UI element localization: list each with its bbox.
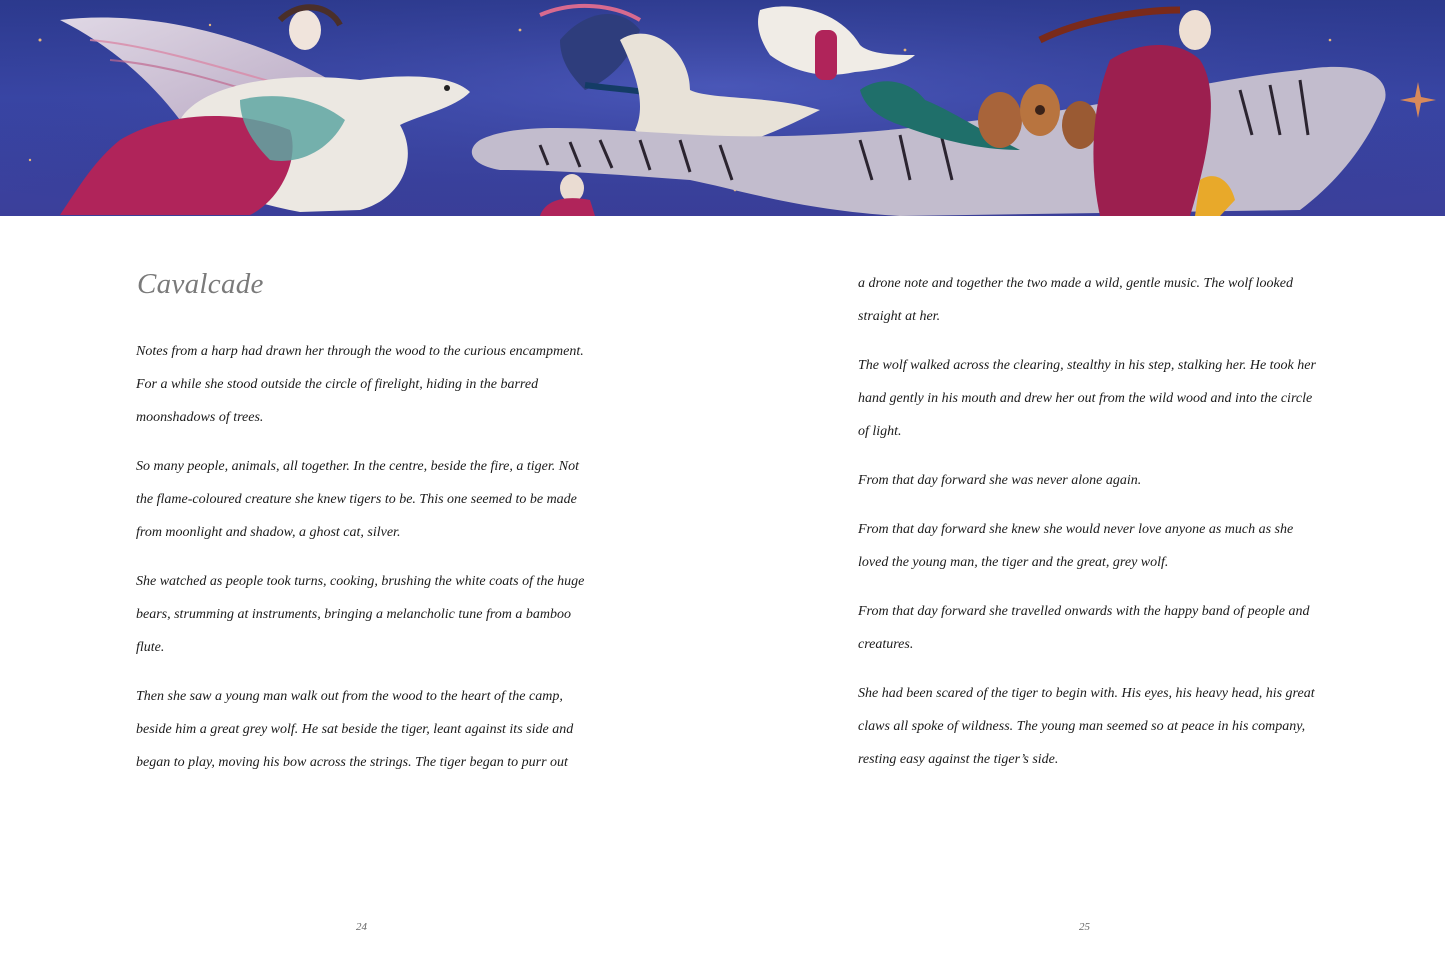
page-number-right: 25 bbox=[1079, 921, 1090, 933]
paragraph: So many people, animals, all together. In the centre, beside the fire, a tiger. Not the flame-coloured creature she knew tigers to be. This one seemed to be made from moonlight and shadow, a ghost cat, silver. bbox=[136, 459, 579, 540]
page-title: Cavalcade bbox=[137, 268, 264, 300]
paragraph: The wolf walked across the clearing, stealthy in his step, stalking her. He took her hand gently in his mouth and drew her out from the wild wood and into the circle of light. bbox=[858, 358, 1316, 439]
right-page-text bbox=[858, 267, 1320, 792]
left-page-text bbox=[136, 335, 596, 795]
paragraph: Notes from a harp had drawn her through the wood to the curious encampment. For a while she stood outside the circle of firelight, hiding in the barred moonshadows of trees. bbox=[136, 344, 584, 425]
left-page bbox=[0, 216, 722, 977]
banner-artwork bbox=[0, 0, 1445, 216]
paragraph: From that day forward she travelled onwards with the happy band of people and creatures. bbox=[858, 604, 1310, 652]
illustration-banner bbox=[0, 0, 1445, 216]
paragraph: a drone note and together the two made a wild, gentle music. The wolf looked straight at her. bbox=[858, 276, 1293, 324]
girl-figure bbox=[560, 174, 584, 202]
couple-figures bbox=[1093, 45, 1210, 216]
right-page bbox=[722, 216, 1445, 977]
paragraph: From that day forward she was never alone again. bbox=[858, 473, 1142, 488]
page-number-left: 24 bbox=[356, 921, 367, 933]
paragraph: From that day forward she knew she would never love anyone as much as she loved the young man, the tiger and the great, grey wolf. bbox=[858, 522, 1294, 570]
paragraph: She had been scared of the tiger to begin with. His eyes, his heavy head, his great claws all spoke of wildness. The young man seemed so at peace in his company, resting easy against the tiger’s side. bbox=[858, 686, 1315, 767]
violinist-figure bbox=[289, 10, 321, 50]
paragraph: She watched as people took turns, cooking, brushing the white coats of the huge bears, strumming at instruments, bringing a melancholic tune from a bamboo flute. bbox=[136, 574, 585, 655]
paragraph: Then she saw a young man walk out from the wood to the heart of the camp, beside him a great grey wolf. He sat beside the tiger, leant against its side and began to play, moving his bow across the strings. The tiger began to purr out bbox=[136, 689, 574, 770]
swan-rider bbox=[815, 30, 837, 80]
